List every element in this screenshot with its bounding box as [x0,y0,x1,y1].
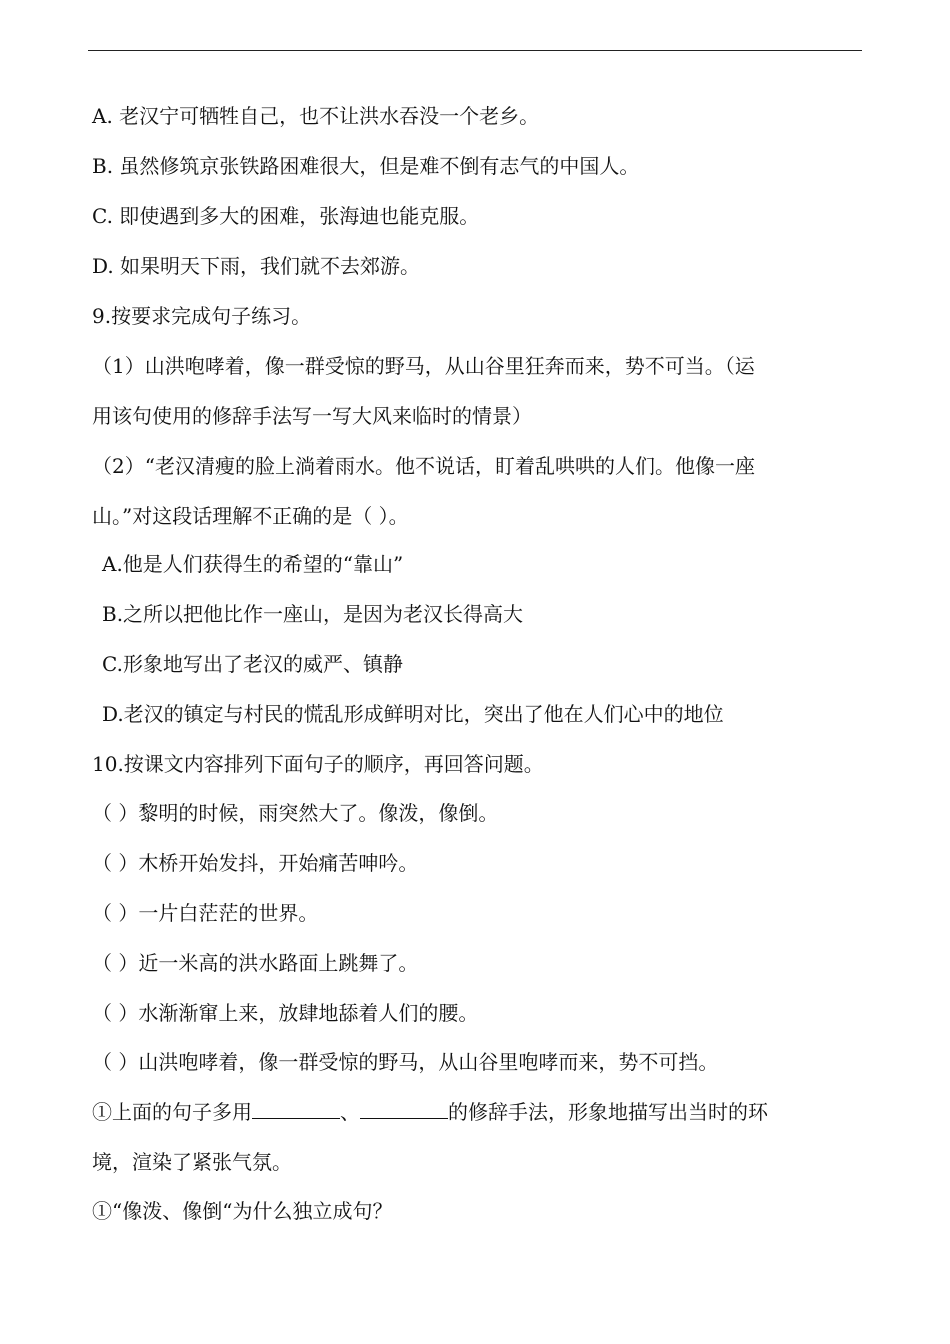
q10-item-2: （ ）木桥开始发抖，开始痛苦呻吟。 [92,851,419,875]
q9-part1-line2: 用该句使用的修辞手法写一写大风来临时的情景） [92,404,532,428]
answer-blank-1[interactable] [252,1100,340,1119]
q8-option-c: C. 即使遇到多大的困难，张海迪也能克服。 [92,204,480,228]
q9-title: 9.按要求完成句子练习。 [92,304,312,328]
q10-sub1-prefix: ①上面的句子多用 [92,1100,252,1124]
q9-option-b: B.之所以把他比作一座山，是因为老汉长得高大 [102,602,524,626]
header-rule [88,50,862,51]
q8-option-d: D. 如果明天下雨，我们就不去郊游。 [92,254,421,278]
q8-option-b: B. 虽然修筑京张铁路困难很大，但是难不倒有志气的中国人。 [92,154,640,178]
q10-sub1-suffix: 的修辞手法，形象地描写出当时的环 [448,1100,768,1124]
q8-option-a: A. 老汉宁可牺牲自己，也不让洪水吞没一个老乡。 [92,104,540,128]
q10-sub1-line1 [92,1099,768,1125]
q9-part1-line1: （1）山洪咆哮着，像一群受惊的野马，从山谷里狂奔而来，势不可当。（运 [92,354,755,378]
q9-part2-line1: （2）“老汉清瘦的脸上淌着雨水。他不说话，盯着乱哄哄的人们。他像一座 [92,454,755,478]
q10-sub2: ①“像泼、像倒“为什么独立成句？ [92,1199,393,1223]
q10-sub1-line2: 境，渲染了紧张气氛。 [92,1150,292,1174]
q9-option-d: D.老汉的镇定与村民的慌乱形成鲜明对比，突出了他在人们心中的地位 [102,702,724,726]
q9-option-c: C.形象地写出了老汉的威严、镇静 [102,652,403,676]
answer-blank-2[interactable] [360,1100,448,1119]
q10-item-4: （ ）近一米高的洪水路面上跳舞了。 [92,951,419,975]
q9-part2-line2: 山。”对这段话理解不正确的是（ ）。 [92,504,409,528]
q9-option-a: A.他是人们获得生的希望的“靠山” [102,552,404,576]
q10-item-5: （ ）水渐渐窜上来，放肆地舔着人们的腰。 [92,1001,479,1025]
q10-item-6: （ ）山洪咆哮着，像一群受惊的野马，从山谷里咆哮而来，势不可挡。 [92,1050,719,1074]
q10-item-3: （ ）一片白茫茫的世界。 [92,901,319,925]
q10-title: 10.按课文内容排列下面句子的顺序，再回答问题。 [92,752,544,776]
q10-sub1-separator: 、 [340,1100,360,1124]
q10-item-1: （ ）黎明的时候，雨突然大了。像泼，像倒。 [92,801,499,825]
